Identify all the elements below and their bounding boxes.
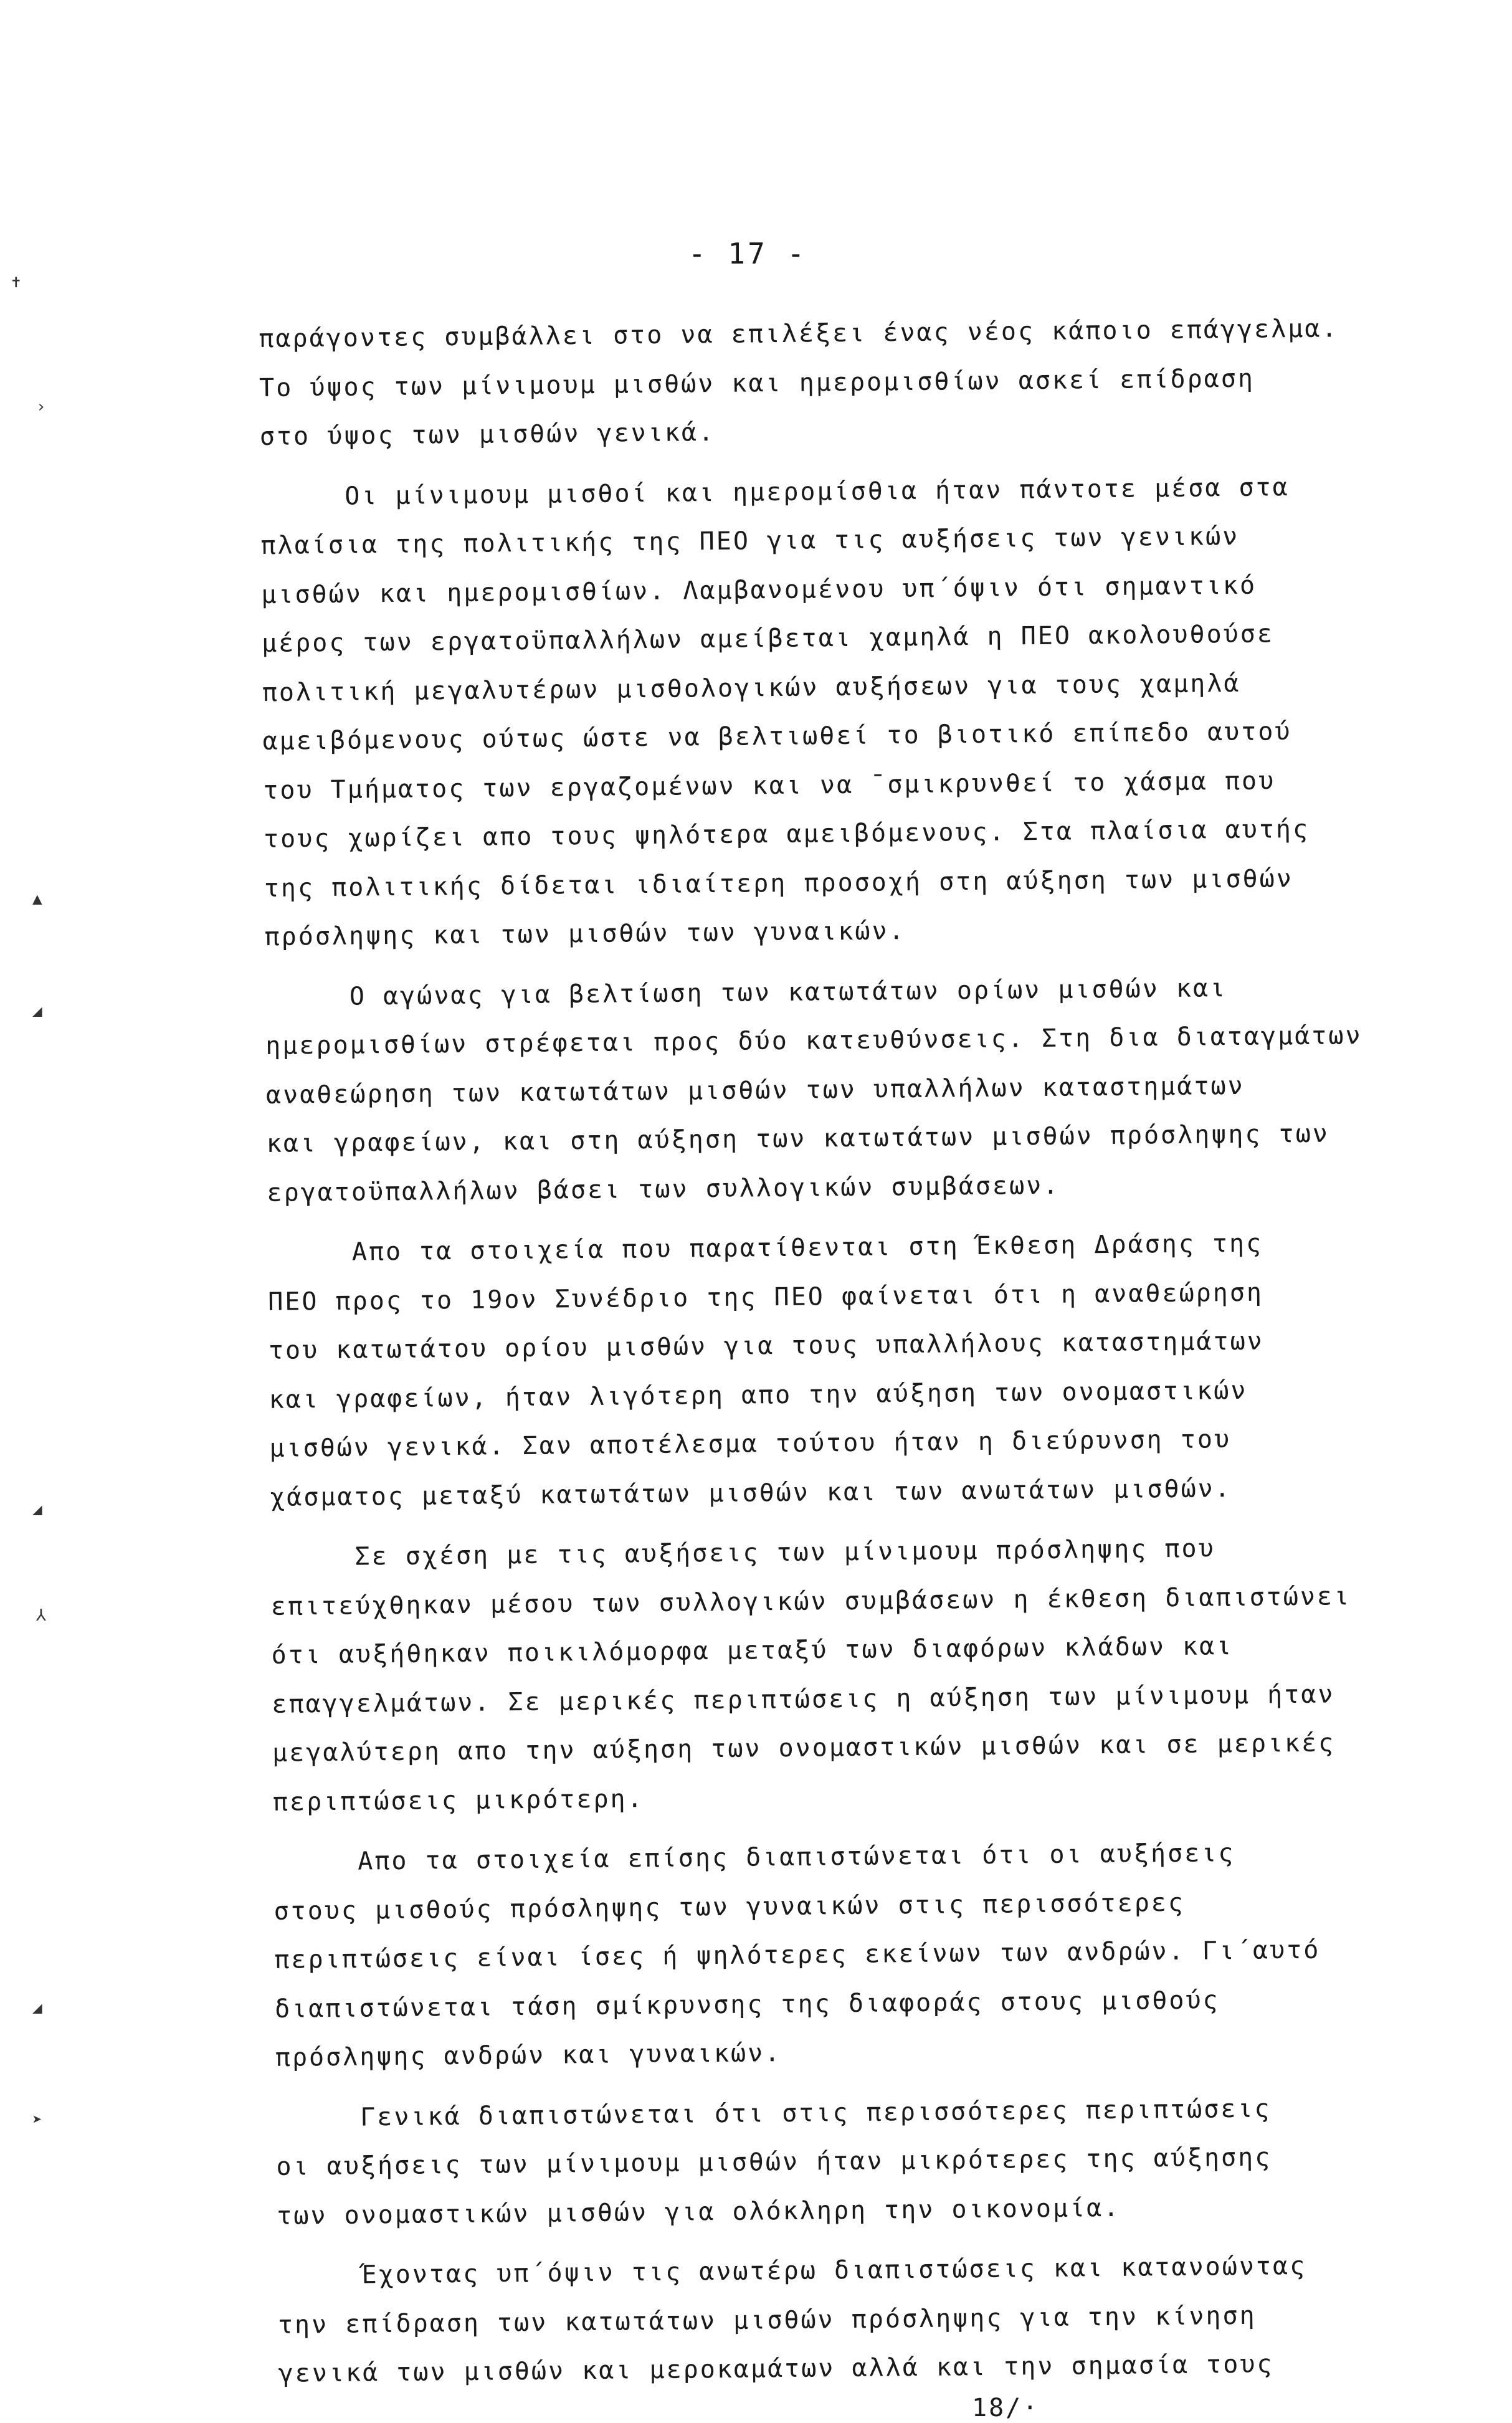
text-line: Έχοντας υπ΄όψιν τις ανωτέρω διαπιστώσεις και κατανοώντας <box>277 2251 1307 2290</box>
text-line: στους μισθούς πρόσληψης των γυναικών στις περισσότερες <box>273 1888 1186 1926</box>
margin-mark: ➤ <box>32 2111 42 2130</box>
text-line: του Τμήματος των εργαζομένων και να ˉσμικρυνθεί το χάσμα που <box>263 766 1276 805</box>
text-line: ότι αυξήθηκαν ποικιλόμορφα μεταξύ των διαφόρων κλάδων και <box>271 1632 1234 1670</box>
text-line: και γραφείων, ήταν λιγότερη απο την αύξηση των ονομαστικών <box>269 1376 1248 1414</box>
text-line: Απο τα στοιχεία επίσης διαπιστώνεται ότι οι αυξήσεις <box>273 1839 1235 1877</box>
text-line: του κατωτάτου ορίου μισθών για τους υπαλλήλους καταστημάτων <box>268 1326 1264 1365</box>
paragraph <box>265 961 1488 1217</box>
paragraph <box>259 303 1481 461</box>
paragraph <box>270 1521 1494 1827</box>
text-line: Ο αγώνας για βελτίωση των κατωτάτων ορίων μισθών και <box>265 973 1227 1012</box>
text-line: Οι μίνιμουμ μισθοί και ημερομίσθια ήταν πάντοτε μέσα στα <box>260 472 1290 512</box>
margin-mark: ▲ <box>32 890 42 908</box>
margin-mark: ◢ <box>32 1002 42 1021</box>
text-line: επιτεύχθηκαν μέσου των συλλογικών συμβάσεων η έκθεση διαπιστώνει <box>270 1581 1351 1621</box>
paragraph <box>267 1217 1491 1522</box>
text-line: μισθών γενικά. Σαν αποτέλεσμα τούτου ήταν η διεύρυνση του <box>269 1425 1232 1463</box>
document-body <box>259 303 1500 2398</box>
text-line: οι αυξήσεις των μίνιμουμ μισθών ήταν μικρότερες της αύξησης <box>276 2143 1272 2181</box>
text-line: Απο τα στοιχεία που παρατίθενται στη Έκθεση Δράσης της <box>267 1229 1263 1267</box>
text-line: και γραφείων, και στη αύξηση των κατωτάτων μισθών πρόσληψης των <box>266 1119 1330 1158</box>
paragraph <box>277 2240 1500 2398</box>
text-line: πρόσληψης ανδρών και γυναικών. <box>275 2039 782 2072</box>
text-line: πλαίσια της πολιτικής της ΠΕΟ για τις αυξήσεις των γενικών <box>260 521 1240 560</box>
text-line: πολιτική μεγαλυτέρων μισθολογικών αυξήσεων για τους χαμηλά <box>262 669 1241 707</box>
text-line: χάσματος μεταξύ κατωτάτων μισθών και των ανωτάτων μισθών. <box>270 1473 1232 1512</box>
text-line: αναθεώρηση των κατωτάτων μισθών των υπαλλήλων καταστημάτων <box>265 1071 1245 1110</box>
paragraph <box>275 2082 1498 2240</box>
margin-mark: ⅄ <box>36 1606 46 1625</box>
text-line: εργατοϋπαλλήλων βάσει των συλλογικών συμβάσεων. <box>267 1171 1060 1207</box>
text-line: περιπτώσεις μικρότερη. <box>272 1784 644 1817</box>
text-line: παράγοντες συμβάλλει στο να επιλέξει ένας νέος κάποιο επάγγελμα. <box>259 314 1339 353</box>
paragraph <box>260 461 1485 962</box>
margin-mark: ◢ <box>32 1500 42 1519</box>
text-line: της πολιτικής δίδεται ιδιαίτερη προσοχή στη αύξηση των μισθών <box>264 864 1293 903</box>
margin-mark: ✝ <box>11 273 21 292</box>
text-line: Σε σχέση με τις αυξήσεις των μίνιμουμ πρόσληψης που <box>270 1534 1215 1572</box>
text-line: ημερομισθίων στρέφεται προς δύο κατευθύνσεις. Στη δια διαταγμάτων <box>265 1021 1362 1060</box>
page-continuation-mark: 18/· <box>972 2394 1040 2422</box>
text-line: διαπιστώνεται τάση σμίκρυνσης της διαφοράς στους μισθούς <box>274 1985 1220 2024</box>
text-line: γενικά των μισθών και μεροκαμάτων αλλά και την σημασία τους <box>278 2349 1274 2388</box>
text-line: αμειβόμενους ούτως ώστε να βελτιωθεί το βιοτικό επίπεδο αυτού <box>262 717 1292 756</box>
text-line: μεγαλύτερη απο την αύξηση των ονομαστικών μισθών και σε μερικές <box>272 1728 1336 1768</box>
page-number: - 17 - <box>688 237 807 270</box>
text-line: πρόσληψης και των μισθών των γυναικών. <box>264 916 906 951</box>
margin-mark: › <box>36 397 46 416</box>
text-line: των ονομαστικών μισθών για ολόκληρη την οικονομία. <box>277 2193 1121 2230</box>
text-line: την επίδραση των κατωτάτων μισθών πρόσληψης για την κίνηση <box>277 2301 1257 2340</box>
text-line: περιπτώσεις είναι ίσες ή ψηλότερες εκείνων των ανδρών. Γι΄αυτό <box>274 1935 1321 1974</box>
text-line: τους χωρίζει απο τους ψηλότερα αμειβόμενους. Στα πλαίσια αυτής <box>263 814 1310 854</box>
margin-mark: ◢ <box>32 1999 42 2017</box>
text-line: μέρος των εργατοϋπαλλήλων αμείβεται χαμηλά η ΠΕΟ ακολουθούσε <box>261 619 1275 658</box>
text-line: στο ύψος των μισθών γενικά. <box>259 417 716 451</box>
text-line: Το ύψος των μίνιμουμ μισθών και ημερομισθίων ασκεί επίδραση <box>259 364 1255 402</box>
text-line: Γενικά διαπιστώνεται ότι στις περισσότερες περιπτώσεις <box>275 2094 1272 2133</box>
text-line: επαγγελμάτων. Σε μερικές περιπτώσεις η αύξηση των μίνιμουμ ήταν <box>272 1680 1335 1719</box>
text-line: μισθών και ημερομισθίων. Λαμβανομένου υπ΄όψιν ότι σημαντικό <box>261 571 1257 609</box>
paragraph <box>273 1826 1496 2082</box>
text-line: ΠΕΟ προς το 19ον Συνέδριο της ΠΕΟ φαίνεται ότι η αναθεώρηση <box>267 1278 1264 1316</box>
